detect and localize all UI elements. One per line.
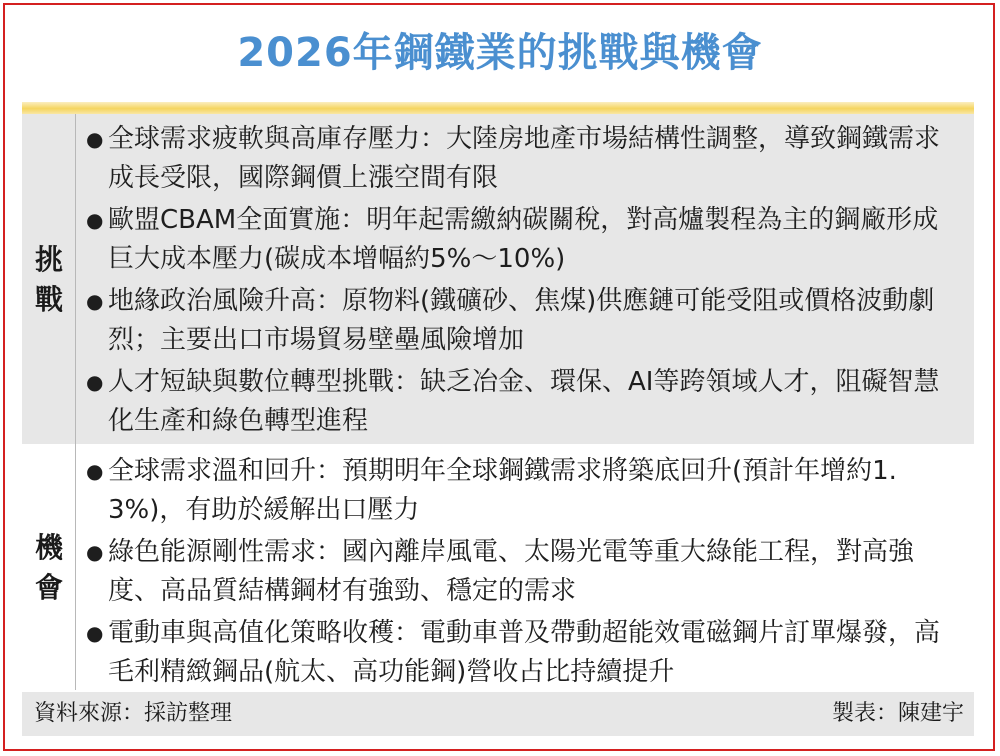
opportunities-label-column — [22, 444, 76, 690]
page-title: 2026年鋼鐵業的挑戰與機會 — [237, 30, 763, 76]
opportunities-label-char: 會 — [34, 571, 63, 604]
opportunities-section — [22, 444, 974, 690]
item-text: 全球需求溫和回升：預期明年全球鋼鐵需求將築底回升(預計年增約1.3%)，有助於緩解出口壓力 — [108, 456, 897, 525]
item-text: 全球需求疲軟與高庫存壓力：大陸房地產市場結構性調整，導致鋼鐵需求成長受限，國際鋼價上漲空間有限 — [108, 124, 941, 193]
list-item — [86, 533, 964, 611]
challenges-list — [86, 120, 964, 444]
bullet-icon: ● — [86, 127, 104, 151]
item-text: 綠色能源剛性需求：國內離岸風電、太陽光電等重大綠能工程，對高強度、高品質結構鋼材有強勁、穩定的需求 — [108, 537, 915, 606]
item-text: 電動車與高值化策略收穫：電動車普及帶動超能效電磁鋼片訂單爆發，高毛利精緻鋼品(航太、高功能鋼)營收占比持續提升 — [108, 618, 941, 687]
challenges-label-char: 挑 — [34, 243, 63, 276]
list-item — [86, 452, 964, 530]
chart-maker-credit: 製表：陳建宇 — [831, 701, 964, 726]
challenges-label-column — [22, 114, 76, 444]
challenges-label — [22, 240, 76, 320]
bullet-icon: ● — [86, 621, 104, 645]
opportunities-list — [86, 452, 964, 695]
bullet-icon: ● — [86, 459, 104, 483]
bullet-icon: ● — [86, 289, 104, 313]
item-text: 人才短缺與數位轉型挑戰：缺乏冶金、環保、AI等跨領域人才，阻礙智慧化生產和綠色轉型進程 — [108, 367, 940, 436]
list-item — [86, 201, 964, 279]
item-text: 地緣政治風險升高：原物料(鐵礦砂、焦煤)供應鏈可能受阻或價格波動劇烈；主要出口市場貿易壁壘風險增加 — [108, 286, 935, 355]
list-item — [86, 282, 964, 360]
challenges-label-char: 戰 — [34, 283, 63, 316]
list-item — [86, 363, 964, 441]
list-item — [86, 614, 964, 692]
opportunities-label-char: 機 — [34, 531, 63, 564]
bullet-icon: ● — [86, 370, 104, 394]
bullet-icon: ● — [86, 208, 104, 232]
footer-bar — [22, 692, 974, 736]
list-item — [86, 120, 964, 198]
challenges-section — [22, 114, 974, 444]
source-credit: 資料來源：採訪整理 — [34, 701, 233, 726]
bullet-icon: ● — [86, 540, 104, 564]
item-text: 歐盟CBAM全面實施：明年起需繳納碳關稅，對高爐製程為主的鋼廠形成巨大成本壓力(碳成本增幅約5%～10%) — [108, 205, 939, 274]
opportunities-label — [22, 528, 76, 608]
title-divider-bar — [22, 102, 974, 114]
